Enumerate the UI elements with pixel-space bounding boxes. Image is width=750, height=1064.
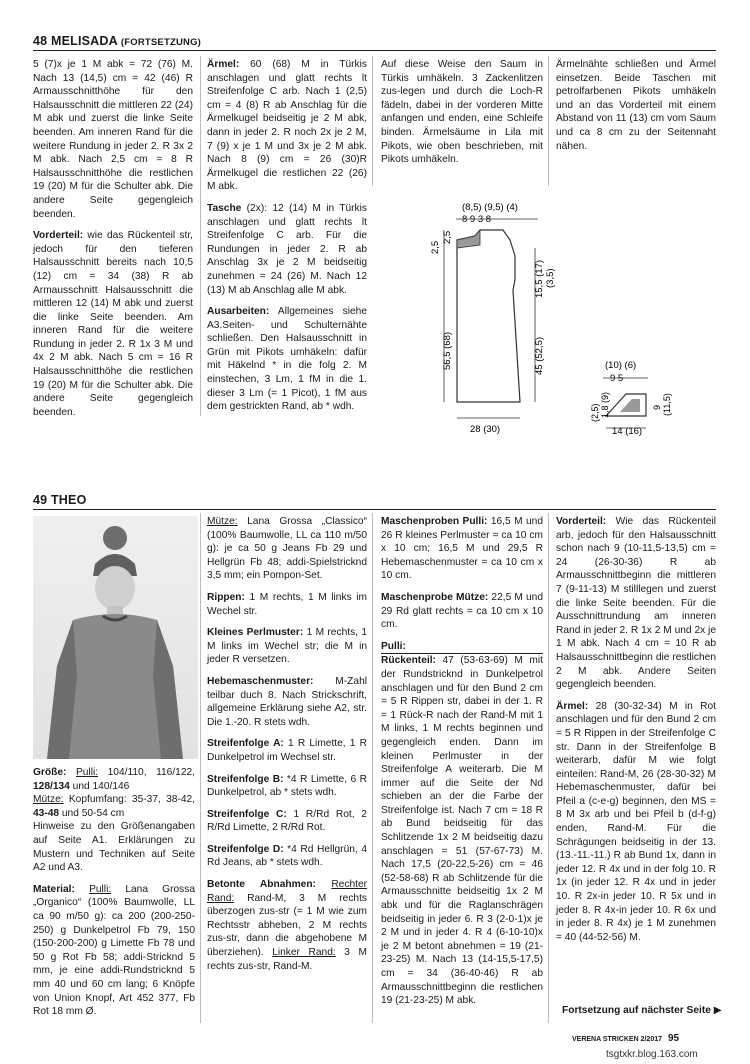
label: Material: <box>33 883 75 895</box>
label: Streifenfolge C: <box>207 808 287 820</box>
section-49-heading <box>33 493 716 510</box>
boy-sweater-illustration <box>33 516 198 759</box>
paragraph-muetze <box>207 515 367 583</box>
continue-next-page-link[interactable]: Fortsetzung auf nächster Seite ▶ <box>562 1005 722 1016</box>
text: 60 (68) M in Türkis anschlagen und glatt rechts lt Streifenfolge C arb. Nach 1 (2,5) cm = 4 (8) R ab Anschlag für die Ärmelkugel beidseitig je 2 M abk, dann in jeder 2. R noch 2x je 2 M, 7 (9) x je 1 M und 3x je 2 M abk. Nach 8 (9) cm = 26 (30)R Ärmelkugel die restlichen 22 (26) M abk. <box>207 59 367 193</box>
label: Tasche <box>207 202 242 214</box>
text: 1 R Limette, 1 R Dunkelpetrol im Wechsel str. <box>207 738 368 763</box>
paragraph-aermel <box>207 58 367 194</box>
paragraph: 5 (7)x je 1 M abk = 72 (76) M. Nach 13 (14,5) cm = 42 (46) R Armausschnitthöhe für den Halsausschnitt die mittleren 22 (24) M abk und zuerst die linke Seite beenden. Am inneren Rand für die weitere Rundung in jeder 2. R 3x 2 M abk. Nach 2,5 cm = 8 R Halsausschnitthöhe die restlichen 19 (20) M für die Schulter abk. Die andere Seite gegengleich beenden. <box>33 59 193 220</box>
text: M-Zahl teilbar duch 8. Nach Strickschrift, allgemeine Erklärung siehe A2, str. Die 1.-20. R stets wdh. <box>207 675 367 728</box>
text: Pulli: <box>75 767 99 778</box>
text: Kopfumfang: 35-37, 38-42, <box>63 794 195 806</box>
paragraph: Ärmelnähte schließen und Ärmel einsetzen. Beide Taschen mit petrolfarbenen Pikots umhäkeln und an das Vorderteil mit einem Abstand von 11 (13) cm vom Saum und ca 8 cm zu der Seitennaht nähen. <box>556 59 716 152</box>
label: Vorderteil: <box>33 230 84 242</box>
text: 16,5 M und 26 R kleines Perlmuster = ca 10 cm x 10 cm; 16,5 M und 29,5 R Hebemaschenmuster = ca 10 cm x 10 cm. <box>381 516 543 582</box>
label: Größe: <box>33 767 67 778</box>
paragraph-streifen-b <box>207 773 367 800</box>
section-49-title: 49 THEO <box>33 493 87 507</box>
label: Ärmel: <box>207 59 240 70</box>
paragraph-ausarbeiten <box>207 305 367 414</box>
top-sizes-label: (8,5) (9,5) (4) <box>462 202 518 213</box>
text: 3 M rechts zus-str, Rand-M. <box>207 947 367 972</box>
text: Mütze: <box>207 516 238 527</box>
paragraph-streifen-a <box>207 737 367 764</box>
paragraph-aermel <box>556 700 716 945</box>
paragraph-material <box>33 883 195 1019</box>
text: 43-48 <box>33 807 60 819</box>
schematic-diagram <box>410 190 720 440</box>
page-number: 95 <box>667 1033 680 1044</box>
pocket-right-label-b: (11,5) <box>662 393 672 416</box>
paragraph-vorderteil <box>33 229 193 419</box>
text: 47 (53-63-69) M mit der Rundstricknd in Dunkelpetrol anschlagen und für den Bund 2 cm = 5 R Rippen str, dabei in der 1. R = 1 Rück-R nach der Rand-M mit 1 M links, 1 M rechts beginnen und gegengleich enden. Dann im kleinen Perlmuster in der Streifenfolge A weiterarb. Die M immer auf die Seite der Nd schieben an der die Farbe der Streifenfolge ist. Nach 7 cm = 18 R ab Bund beidseitig für das Schlitzende 1x 2 M beidseitig dazu anschlagen = 51 (57-67-73) M. Nach 17,5 (20-22,5-26) cm = 46 (52-58-68) R ab Schlitzende für die Armausschnitte beidseitig 1x 2 M abk und für die Raglanschrägen beidseitig in jeder 6. R 3 (2-0-1)x je 2 M und in jeder 4. R 4 (6-10-10)x je 2 M betont abnehmen = 19 (21-23-25) M. Nach 13 (14-15,5-17,5) cm = 34 (36-40-46) R ab Armausschnittbeginn die restlichen 19 (21-23-25) M abk. <box>381 655 543 1007</box>
text: 1 R/Rd Rot, 2 R/Rd Limette, 2 R/Rd Rot. <box>207 808 367 834</box>
shoulder-shade <box>457 230 480 248</box>
paragraph-streifen-d <box>207 843 367 870</box>
paragraph: Auf diese Weise den Saum in Türkis umhäkeln. 3 Zackenlitzen zus-legen und durch die Loch-R fädeln, dabei in der vorderen Mitte anfangen und enden, eine Schleife binden. Ärmelsäume in Lila mit Pikots, wie oben beschrieben, mit Pikots umhäkeln. <box>381 59 543 166</box>
section-48-subtitle: (FORTSETZUNG) <box>120 37 202 48</box>
label: Maschenproben Pulli: <box>381 516 488 527</box>
section-49-column-4 <box>556 515 716 952</box>
label: Betonte Abnahmen: <box>207 879 316 891</box>
pocket-top-dims: 9 5 <box>610 373 624 384</box>
label: Ausarbeiten: <box>207 306 270 318</box>
section-49-column-1 <box>33 766 195 1027</box>
label: Streifenfolge A: <box>207 738 284 750</box>
pocket-shade <box>620 399 640 412</box>
text: *4 Rd Hellgrün, 4 Rd Jeans, ab * stets wdh. <box>207 843 367 869</box>
text: wie das Rückenteil str, jedoch für den tieferen Halsausschnitt bereits nach 10,5 (12) cm = 34 (38) R ab Armausschnitt Halsausschnitt die mittleren 12 (14) M abk und zuerst die linke Seite beenden. Am inneren Rand für die weitere Rundung in jeder 2. R 1x 3 M und 4x 2 M abk. Nach 5 cm = 16 R Halsausschnitthöhe die restlichen 19 (20) M für die Schulter abk. Die andere Seite gegengleich beenden. <box>33 230 193 418</box>
text: Lana Grossa „Organico“ (100% Baumwolle, LL ca 90 m/50 g): ca 200 (200-250-250) g Dunkelpetrol Fb 79, 150 (150-200-200) g Limette Fb 78 und 50 g Rot Fb 58; addi-Stricknd 5 mm, je eine addi-Rundstricknd 5 mm 40 und 60 cm lang; 6 Knöpfe von Union Knopf, Art 452 377, Fb Rot 18 mm Ø. <box>33 883 195 1018</box>
paragraph-maschenproben-pulli <box>381 515 543 583</box>
text: Pulli: <box>89 883 112 895</box>
pocket-right-label-a: 9 <box>652 404 662 410</box>
text: 1 M rechts, 1 M links im Wechel str; die M in jeder R versetzen. <box>207 627 368 666</box>
column-divider <box>200 513 201 1023</box>
page-footer <box>572 1033 679 1044</box>
paragraph-tasche <box>207 202 367 297</box>
text: Allgemeines siehe A3.Seiten- und Schulternähte schließen. Den Halsausschnitt in Grün mit Pikots umhäkeln: dafür mit Häkelnd * in die folg 2. M einstechen, 3 Lm, 1 fM in die 1. dieser 3 Lm (= 1 Picot), 1 fM aus dem gestrickten Rand, ab * wdh. <box>207 306 367 413</box>
paragraph-rippen <box>207 591 367 618</box>
section-48-heading <box>33 34 716 51</box>
top-dims-label: 8 9 3 8 <box>462 214 492 225</box>
column-divider <box>548 56 549 186</box>
text: 104/110, 116/122, <box>98 767 195 778</box>
section-48-column-4 <box>556 58 716 161</box>
bottom-width-label: 28 (30) <box>470 424 501 435</box>
pocket-top-sizes: (10) (6) <box>605 360 637 371</box>
paragraph-perlmuster <box>207 626 367 667</box>
text: Mütze: <box>33 794 64 806</box>
text: (2x): 12 (14) M in Türkis anschlagen und glatt rechts lt Streifenfolge C arb. Für die Rundungen in jeder 2. R ab Anschlag 3x je 2 M beidseitig zunehmen = 24 (26) M. Nach 12 (13) M ab Anschlag alle M abk. <box>207 202 367 296</box>
section-48-column-3 <box>381 58 543 175</box>
pocket-left-label-a: (2,5) <box>590 403 600 422</box>
text: 128/134 <box>33 780 70 792</box>
column-divider <box>200 56 201 416</box>
section-49-column-2 <box>207 515 367 981</box>
label: Rückenteil: <box>381 655 436 667</box>
label: Hebemaschenmuster: <box>207 675 314 687</box>
product-photo <box>33 516 198 759</box>
text: 28 (30-32-34) M in Rot anschlagen und für den Bund 2 cm = 5 R Rippen in der Streifenfolge C str. Dann in der Streifenfolge B weiterarb, dafür M wie folgt einteilen: Rand-M, 26 (28-30-32) M Hebemaschenmuster, dafür bei Pfeil a (c-e-g) beginnen, den MS = 8 M 3x arb und bei Pfeil b (d-f-g) enden, Rand-M. Für die Schrägungen beidseitig in der 13. (13.-11.-11.) R ab Bund 1x, dann in jeder 12. R 4x und in der folg 10. R 1x (in jeder 12. R 4x und in jeder 10. R 2x-in jeder 10. R 5x und in jeder 8. R 4x-in jeder 10. R 6x und in jeder 8. R 4x) je 1 M zunehmen = 40 (44-52-56) M. <box>556 700 716 943</box>
text: 1 M rechts, 1 M links im Wechel str. <box>207 591 367 617</box>
text: und 50-54 cm <box>59 807 125 819</box>
label: Kleines Perlmuster: <box>207 627 304 639</box>
text: Lana Grossa „Classico“ (100% Baumwolle, LL ca 110 m/50 g): je ca 50 g Jeans Fb 29 und Hellgrün Fb 48; addi-Spielstricknd 3,5 mm; ein Pompon-Set. <box>207 516 367 582</box>
text: Wie das Rückenteil arb, jedoch für den Halsausschnitt schon nach 9 (10-11,5-13,5) cm = 24 (26-30-36) R ab Armausschnittbeginn die mittleren 7 (9-11-13) M stilllegen und zuerst die linke Seite beenden. Für die Ausschnittrundung am inneren Rand in jeder 2. R 1x 2 M und 2x je 1 M abk. Nach 4 cm = 10 R ab Halsausschnittbeginn die restlichen 2 M abk. Andere Seiten gegengleich beenden. <box>556 516 716 691</box>
paragraph-rueckenteil <box>381 654 543 1007</box>
paragraph-maschenprobe-muetze <box>381 591 543 632</box>
label: Ärmel: <box>556 700 589 712</box>
paragraph-streifen-c <box>207 808 367 835</box>
pocket-left-label-b: 1,8 (9) <box>600 391 610 418</box>
subheading-pulli: Pulli: <box>381 640 543 655</box>
text: Rand-M, 3 M rechts überzogen zus-str (= 1 M wie zum Rechtsstr abheben, 2 M rechts zus-str, dann die abgehobene M überziehen). <box>207 892 367 959</box>
section-48-column-2 <box>207 58 367 422</box>
label: Maschenprobe Mütze: <box>381 591 489 603</box>
right-main-label: 45 (52,5) <box>534 336 545 375</box>
column-divider <box>372 513 373 1023</box>
paragraph-groesse <box>33 766 195 875</box>
pocket-bottom-label: 14 (16) <box>612 426 643 437</box>
label: Streifenfolge B: <box>207 773 284 785</box>
right-top-label-b: (3,5) <box>545 268 556 288</box>
section-48-title: 48 MELISADA <box>33 34 118 48</box>
text: Rechter Rand: <box>207 879 367 904</box>
text: *4 R Limette, 6 R Dunkelpetrol, ab * stets wdh. <box>207 773 367 799</box>
text: Hinweise zu den Größenangaben auf Seite A1. Erklärungen zu Mustern und Techniken auf Seite A2 und A3. <box>33 821 195 874</box>
left-small-label-a: 2,5 <box>430 240 441 254</box>
text: und 140/146 <box>69 780 130 792</box>
text: Linker Rand: <box>272 947 336 959</box>
section-49-column-3 <box>381 515 543 1016</box>
label: Rippen: <box>207 591 245 603</box>
section-48-column-1 <box>33 58 193 427</box>
left-main-label: 56,5 (68) <box>442 331 453 370</box>
paragraph-vorderteil <box>556 515 716 692</box>
body-piece-outline <box>457 230 520 402</box>
watermark-url: tsgtxkr.blog.163.com <box>606 1049 698 1060</box>
text: 22,5 M und 29 Rd glatt rechts = ca 10 cm x 10 cm. <box>381 591 543 631</box>
left-small-label-b: 2,5 <box>442 230 453 244</box>
paragraph-betonte-abnahmen <box>207 878 367 973</box>
label: Vorderteil: <box>556 516 607 527</box>
column-divider <box>548 513 549 1023</box>
column-divider <box>372 56 373 186</box>
right-top-label: 15,5 (17) <box>534 259 545 298</box>
magazine-name: VERENA STRICKEN 2/2017 <box>572 1036 662 1043</box>
paragraph-hebemaschen <box>207 675 367 729</box>
label: Streifenfolge D: <box>207 843 284 855</box>
